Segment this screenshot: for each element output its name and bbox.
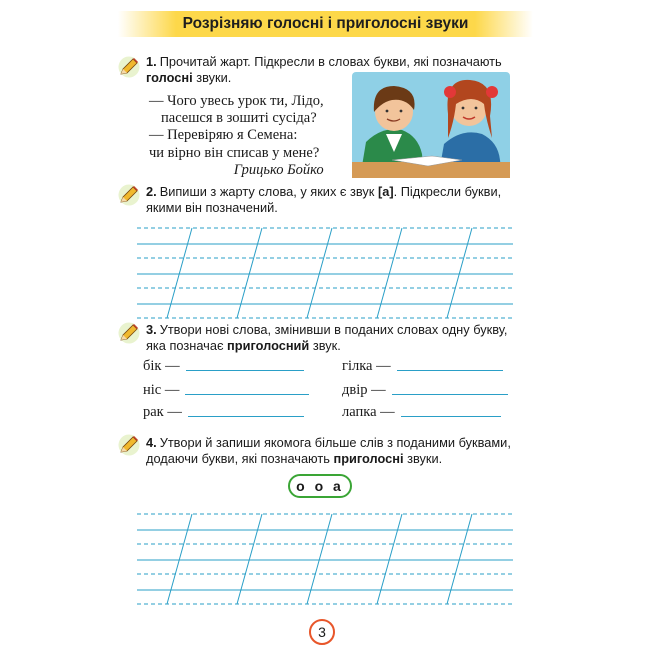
pencil-icon: [118, 56, 140, 78]
page-number: 3: [309, 619, 335, 645]
answer-blank[interactable]: [397, 369, 503, 371]
children-illustration: [352, 64, 510, 178]
task-1-text: 1. Прочитай жарт. Підкресли в словах букви, які позначають голосні звуки.: [146, 54, 502, 85]
poem-line: — Чого увесь урок ти, Лідо,: [149, 93, 324, 109]
pencil-icon: [118, 184, 140, 206]
source-word: рак —: [143, 404, 182, 420]
word-row: [143, 382, 309, 399]
word-row: [342, 404, 501, 421]
source-word: ніс —: [143, 382, 180, 398]
answer-blank[interactable]: [185, 393, 309, 395]
poem-author: Грицько Бойко: [233, 161, 324, 178]
answer-blank[interactable]: [392, 393, 508, 395]
task-2-text: 2. Випиши з жарту слова, у яких є звук [а]. Підкресли букви, якими він позначений.: [146, 184, 502, 215]
writing-lines-1[interactable]: [137, 222, 513, 320]
page-title: Розрізняю голосні і приголосні звуки: [182, 15, 469, 32]
answer-blank[interactable]: [186, 369, 304, 371]
pencil-icon: [118, 434, 140, 456]
source-word: бік —: [143, 358, 180, 374]
pencil-icon: [118, 322, 140, 344]
source-word: двір —: [342, 382, 386, 398]
answer-blank[interactable]: [401, 415, 501, 417]
poem-line: пасешся в зошиті сусіда?: [161, 110, 317, 127]
task-4-text: 4. Утвори й запиши якомога більше слів з поданими буквами, додаючи букви, які позначають приголосні звуки.: [146, 435, 511, 466]
task-3-text: 3. Утвори нові слова, змінивши в поданих словах одну букву, яка позначає приголосний звук.: [146, 322, 508, 353]
title-banner: [118, 11, 533, 37]
source-word: лапка —: [342, 404, 395, 420]
word-row: [342, 382, 508, 399]
word-row: [143, 358, 304, 375]
letters-box: о о а: [288, 474, 352, 498]
word-row: [342, 358, 503, 375]
writing-lines-2[interactable]: [137, 508, 513, 606]
poem-line: чи вірно він списав у мене?: [149, 144, 320, 161]
answer-blank[interactable]: [188, 415, 304, 417]
source-word: гілка —: [342, 358, 391, 374]
word-row: [143, 404, 304, 421]
joke-poem: [149, 93, 324, 179]
poem-line: — Перевіряю я Семена:: [149, 127, 298, 144]
